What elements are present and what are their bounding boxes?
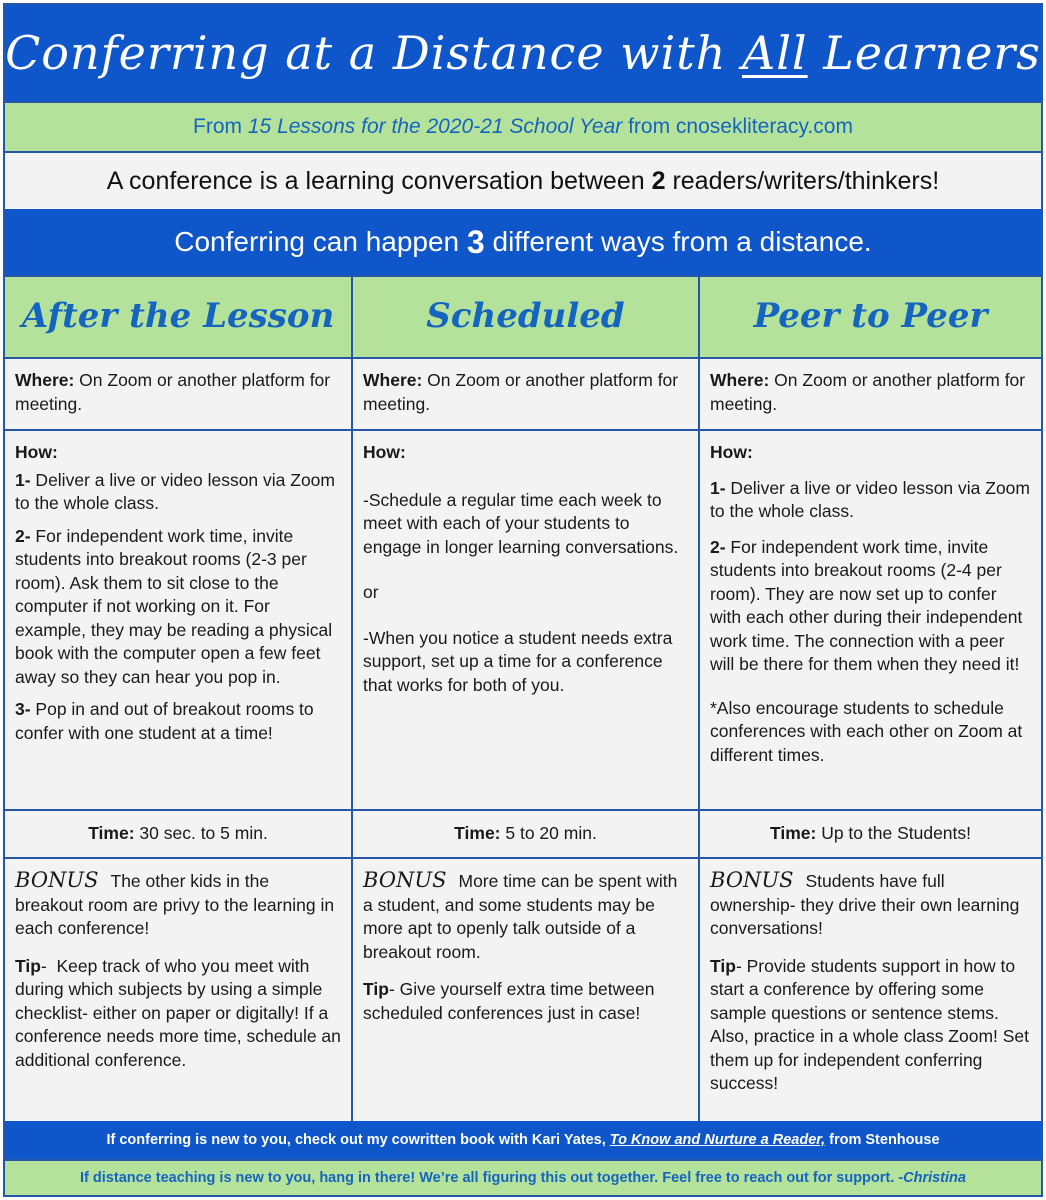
title-emphasis: All [741,26,808,80]
step-text: For independent work time, invite students into breakout rooms (2-4 per room). They are now set up to confer with each other during their independent work time. The connection with a peer will be there for them when they need it! [710,536,1028,674]
bonus-cell [5,857,351,1121]
column-heading-text: After the Lesson [21,296,335,337]
definition-line [5,153,1041,209]
tip-text: - Give yourself extra time between scheduled conferences just in case! [363,979,660,1023]
time-cell [700,809,1041,857]
bonus-label: BONUS [363,868,447,892]
column-heading [5,275,351,357]
bonus-cell [353,857,698,1121]
source-line [5,101,1041,153]
where-text: On Zoom or another platform for meeting. [15,370,335,414]
where-label: Where: [710,370,770,390]
how-step [710,477,1035,524]
ways-number: 3 [466,223,485,260]
where-cell [5,357,351,429]
tip-label: Tip [15,955,41,976]
ways-banner [5,209,1041,275]
step-text: Deliver a live or video lesson via Zoom to the whole class. [15,469,340,513]
time-label: Time: [769,823,817,844]
book-footer-publisher: from Stenhouse [829,1132,940,1148]
column-after-the-lesson [5,275,351,1121]
ways-prefix: Conferring can happen [174,226,467,257]
bonus-text: More time can be spent with a student, and some students may be more apt to openly talk outside of a breakout room. [363,871,678,962]
how-paragraph: -When you notice a student needs extra support, set up a time for a conference that works for both of you. [363,627,673,695]
time-label: Time: [88,823,135,844]
how-label: How: [15,442,58,462]
column-heading-text: Peer to Peer [753,296,988,337]
how-label: How: [710,442,753,462]
bonus-cell [700,857,1041,1121]
title-text-end: Learners [807,26,1041,80]
page-title [5,26,1041,80]
ways-suffix: different ways from a distance. [484,226,872,257]
source-prefix: From [193,115,248,138]
support-footer [5,1159,1041,1195]
how-cell [5,429,351,809]
bonus-label: BONUS [710,868,794,892]
how-note: *Also encourage students to schedule conferences with each other on Zoom at different times. [710,697,1023,765]
step-number: 2- [15,525,31,546]
how-step [15,469,341,516]
where-text: On Zoom or another platform for meeting. [363,370,683,414]
tip-label: Tip [363,979,389,999]
time-value: Up to the Students! [816,823,972,844]
book-footer-text: If conferring is new to you, check out my cowritten book with Kari Yates, [106,1132,606,1148]
methods-table [5,275,1041,1121]
how-step [15,525,341,690]
book-title-link[interactable]: To Know and Nurture a Reader, [609,1132,826,1148]
column-heading [700,275,1041,357]
time-value: 5 to 20 min. [500,823,597,844]
bonus-text: Students have full ownership- they drive their own learning conversations! [710,871,1020,938]
where-text: On Zoom or another platform for meeting. [710,370,1030,414]
source-suffix: from cnosekliteracy.com [622,115,853,138]
step-number: 2- [710,536,726,557]
definition-suffix: readers/writers/thinkers! [665,166,940,195]
step-text: Deliver a live or video lesson via Zoom to the whole class. [710,477,1035,521]
definition-number: 2 [651,166,666,195]
bonus-label: BONUS [15,868,99,892]
author-signature: -Christina [898,1170,966,1186]
tip-text: - Provide students support in how to start a conference by offering some sample questions or sentence stems. Also, practice in a whole class Zoom! Set them up for independent conferring success! [710,955,1034,1093]
how-paragraph: -Schedule a regular time each week to meet with each of your students to engage in longer learning conversations. [363,489,679,557]
step-number: 3- [15,699,31,719]
how-step [15,698,341,745]
where-label: Where: [15,370,75,390]
column-peer-to-peer [698,275,1041,1121]
step-number: 1- [15,469,31,490]
title-text-start: Conferring at a Distance with [5,26,742,80]
column-heading-text: Scheduled [426,296,625,337]
step-text: For independent work time, invite students into breakout rooms (2-3 per room). Ask them to sit close to the computer if not working on it. For example, they may be reading a physical book with the computer open a few feet away so they can hear you pop in. [15,525,337,687]
time-cell [353,809,698,857]
where-cell [700,357,1041,429]
infographic [3,3,1043,1197]
how-cell [353,429,698,809]
bonus-text: The other kids in the breakout room are privy to the learning in each conference! [15,871,335,938]
time-cell [5,809,351,857]
book-footer [5,1121,1041,1159]
how-step [710,536,1031,677]
title-banner [5,5,1041,101]
step-number: 1- [710,477,726,498]
where-cell [353,357,698,429]
source-book-title: 15 Lessons for the 2020-21 School Year [247,115,623,138]
tip-text: - Keep track of who you meet with during which subjects by using a simple checklist- either on paper or digitally! If a conference needs more time, schedule an additional conference. [15,955,346,1070]
definition-prefix: A conference is a learning conversation between [106,166,652,195]
column-scheduled [351,275,698,1121]
support-footer-text: If distance teaching is new to you, hang in there! We’re all figuring this out together. Feel free to reach out for support. [80,1170,895,1186]
where-label: Where: [363,370,423,390]
step-text: Pop in and out of breakout rooms to confer with one student at a time! [15,699,319,743]
column-heading [353,275,698,357]
time-value: 30 sec. to 5 min. [134,823,268,844]
how-label: How: [363,442,406,462]
time-label: Time: [454,823,501,844]
tip-label: Tip [710,955,736,976]
how-paragraph: or [363,582,379,602]
how-cell [700,429,1041,809]
